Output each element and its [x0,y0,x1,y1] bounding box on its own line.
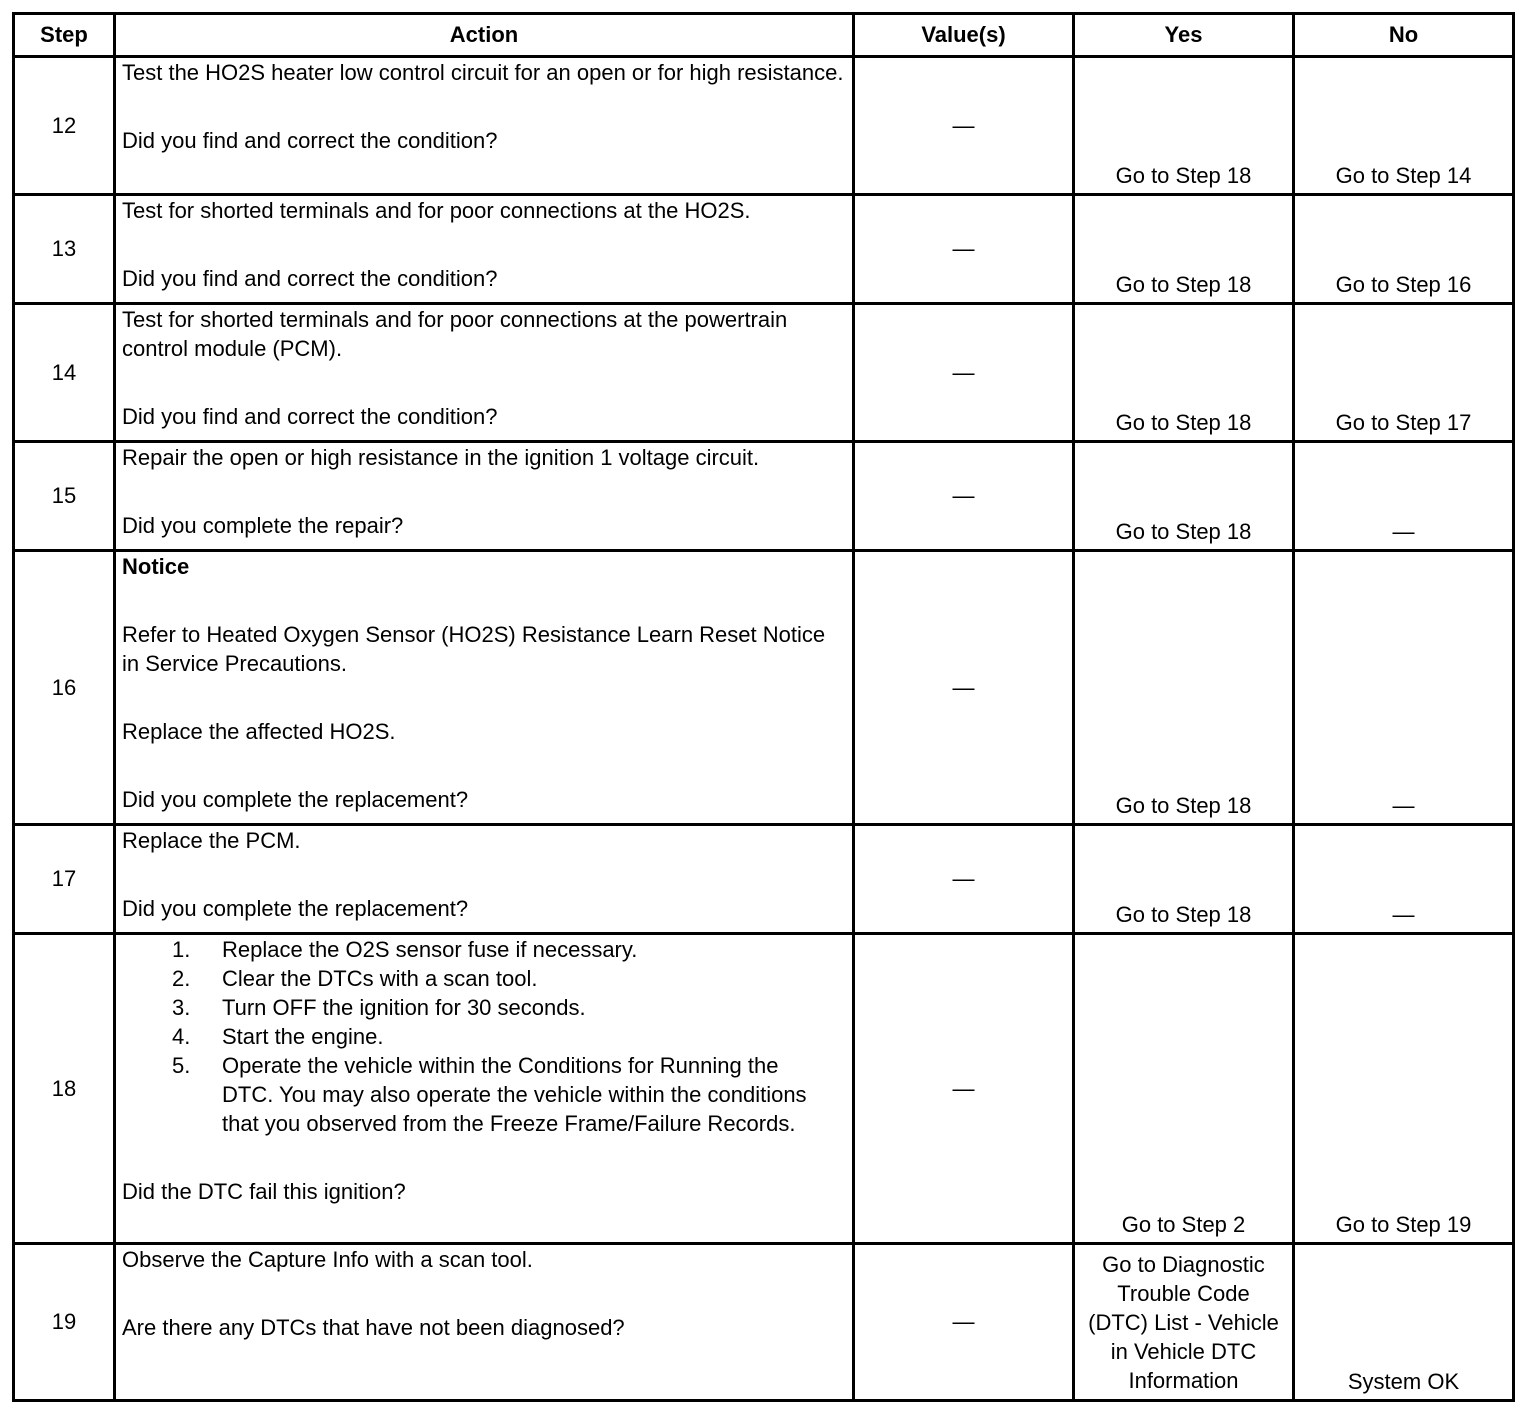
header-row [14,14,1514,57]
action-question: Did you find and correct the condition? [122,128,498,153]
step-number: 12 [14,57,115,195]
header-step: Step [14,14,115,57]
value-cell: — [854,551,1074,825]
list-number: 5. [172,1053,191,1078]
list-item [172,935,846,964]
yes-cell [1074,1244,1294,1401]
yes-cell: Go to Step 18 [1074,551,1294,825]
procedure-list [122,935,846,1138]
value-cell: — [854,825,1074,934]
yes-cell: Go to Step 18 [1074,304,1294,442]
action-cell [115,551,854,825]
table-row [14,57,1514,195]
list-number: 3. [172,995,191,1020]
step-number: 19 [14,1244,115,1401]
action-text: Replace the PCM. [122,828,301,853]
value-cell: — [854,195,1074,304]
yes-cell: Go to Step 18 [1074,825,1294,934]
no-cell: Go to Step 19 [1294,934,1514,1244]
action-cell [115,57,854,195]
action-cell [115,934,854,1244]
action-cell [115,442,854,551]
list-item [172,1051,846,1138]
action-text: Test the HO2S heater low control circuit for an open or for high resistance. [122,60,844,85]
value-cell: — [854,934,1074,1244]
no-cell: System OK [1294,1244,1514,1401]
step-number: 17 [14,825,115,934]
no-cell: Go to Step 14 [1294,57,1514,195]
action-question: Did you complete the replacement? [122,787,469,812]
action-question: Did you find and correct the condition? [122,266,498,291]
action-cell [115,1244,854,1401]
step-number: 18 [14,934,115,1244]
action-question: Did you complete the replacement? [122,896,469,921]
notice-heading: Notice [122,554,190,579]
no-cell: Go to Step 17 [1294,304,1514,442]
no-cell: Go to Step 16 [1294,195,1514,304]
action-cell [115,304,854,442]
action-cell [115,195,854,304]
value-cell: — [854,57,1074,195]
list-text: Clear the DTCs with a scan tool. [222,966,538,991]
list-item [172,993,846,1022]
step-number: 16 [14,551,115,825]
yes-cell: Go to Step 2 [1074,934,1294,1244]
step-number: 15 [14,442,115,551]
table-row [14,825,1514,934]
action-question: Did the DTC fail this ignition? [122,1179,406,1204]
list-item [172,1022,846,1051]
diagnostic-table [12,12,1515,1402]
value-cell: — [854,304,1074,442]
notice-text: Refer to Heated Oxygen Sensor (HO2S) Resistance Learn Reset Notice in Service Precautions. [122,622,826,676]
list-text: Replace the O2S sensor fuse if necessary. [222,937,638,962]
header-no: No [1294,14,1514,57]
list-number: 2. [172,966,191,991]
header-values: Value(s) [854,14,1074,57]
list-text: Start the engine. [222,1024,384,1049]
no-cell: — [1294,825,1514,934]
yes-cell: Go to Step 18 [1074,57,1294,195]
list-number: 4. [172,1024,191,1049]
table-row [14,195,1514,304]
action-cell [115,825,854,934]
list-text: Turn OFF the ignition for 30 seconds. [222,995,586,1020]
step-number: 14 [14,304,115,442]
list-text: Operate the vehicle within the Conditions for Running the DTC. You may also operate the vehicle within the conditions that you observed from the Freeze Frame/Failure Records. [222,1053,807,1136]
table-row [14,304,1514,442]
action-text: Repair the open or high resistance in the ignition 1 voltage circuit. [122,445,760,470]
list-item [172,964,846,993]
table-row [14,1244,1514,1401]
action-question: Did you complete the repair? [122,513,404,538]
action-question: Did you find and correct the condition? [122,404,498,429]
step-number: 13 [14,195,115,304]
action-text: Replace the affected HO2S. [122,719,396,744]
table-row [14,442,1514,551]
header-yes: Yes [1074,14,1294,57]
list-number: 1. [172,937,191,962]
yes-cell: Go to Step 18 [1074,195,1294,304]
dtc-list-link-text: Go to Diagnostic Trouble Code (DTC) List - Vehicle in Vehicle DTC Information [1088,1252,1279,1393]
value-cell: — [854,442,1074,551]
yes-cell: Go to Step 18 [1074,442,1294,551]
no-cell: — [1294,551,1514,825]
action-text: Test for shorted terminals and for poor connections at the HO2S. [122,198,751,223]
action-text: Observe the Capture Info with a scan tool. [122,1247,533,1272]
value-cell: — [854,1244,1074,1401]
header-action: Action [115,14,854,57]
table-row [14,551,1514,825]
table-row [14,934,1514,1244]
no-cell: — [1294,442,1514,551]
action-question: Are there any DTCs that have not been diagnosed? [122,1315,625,1340]
action-text: Test for shorted terminals and for poor connections at the powertrain control module (PCM). [122,307,788,361]
